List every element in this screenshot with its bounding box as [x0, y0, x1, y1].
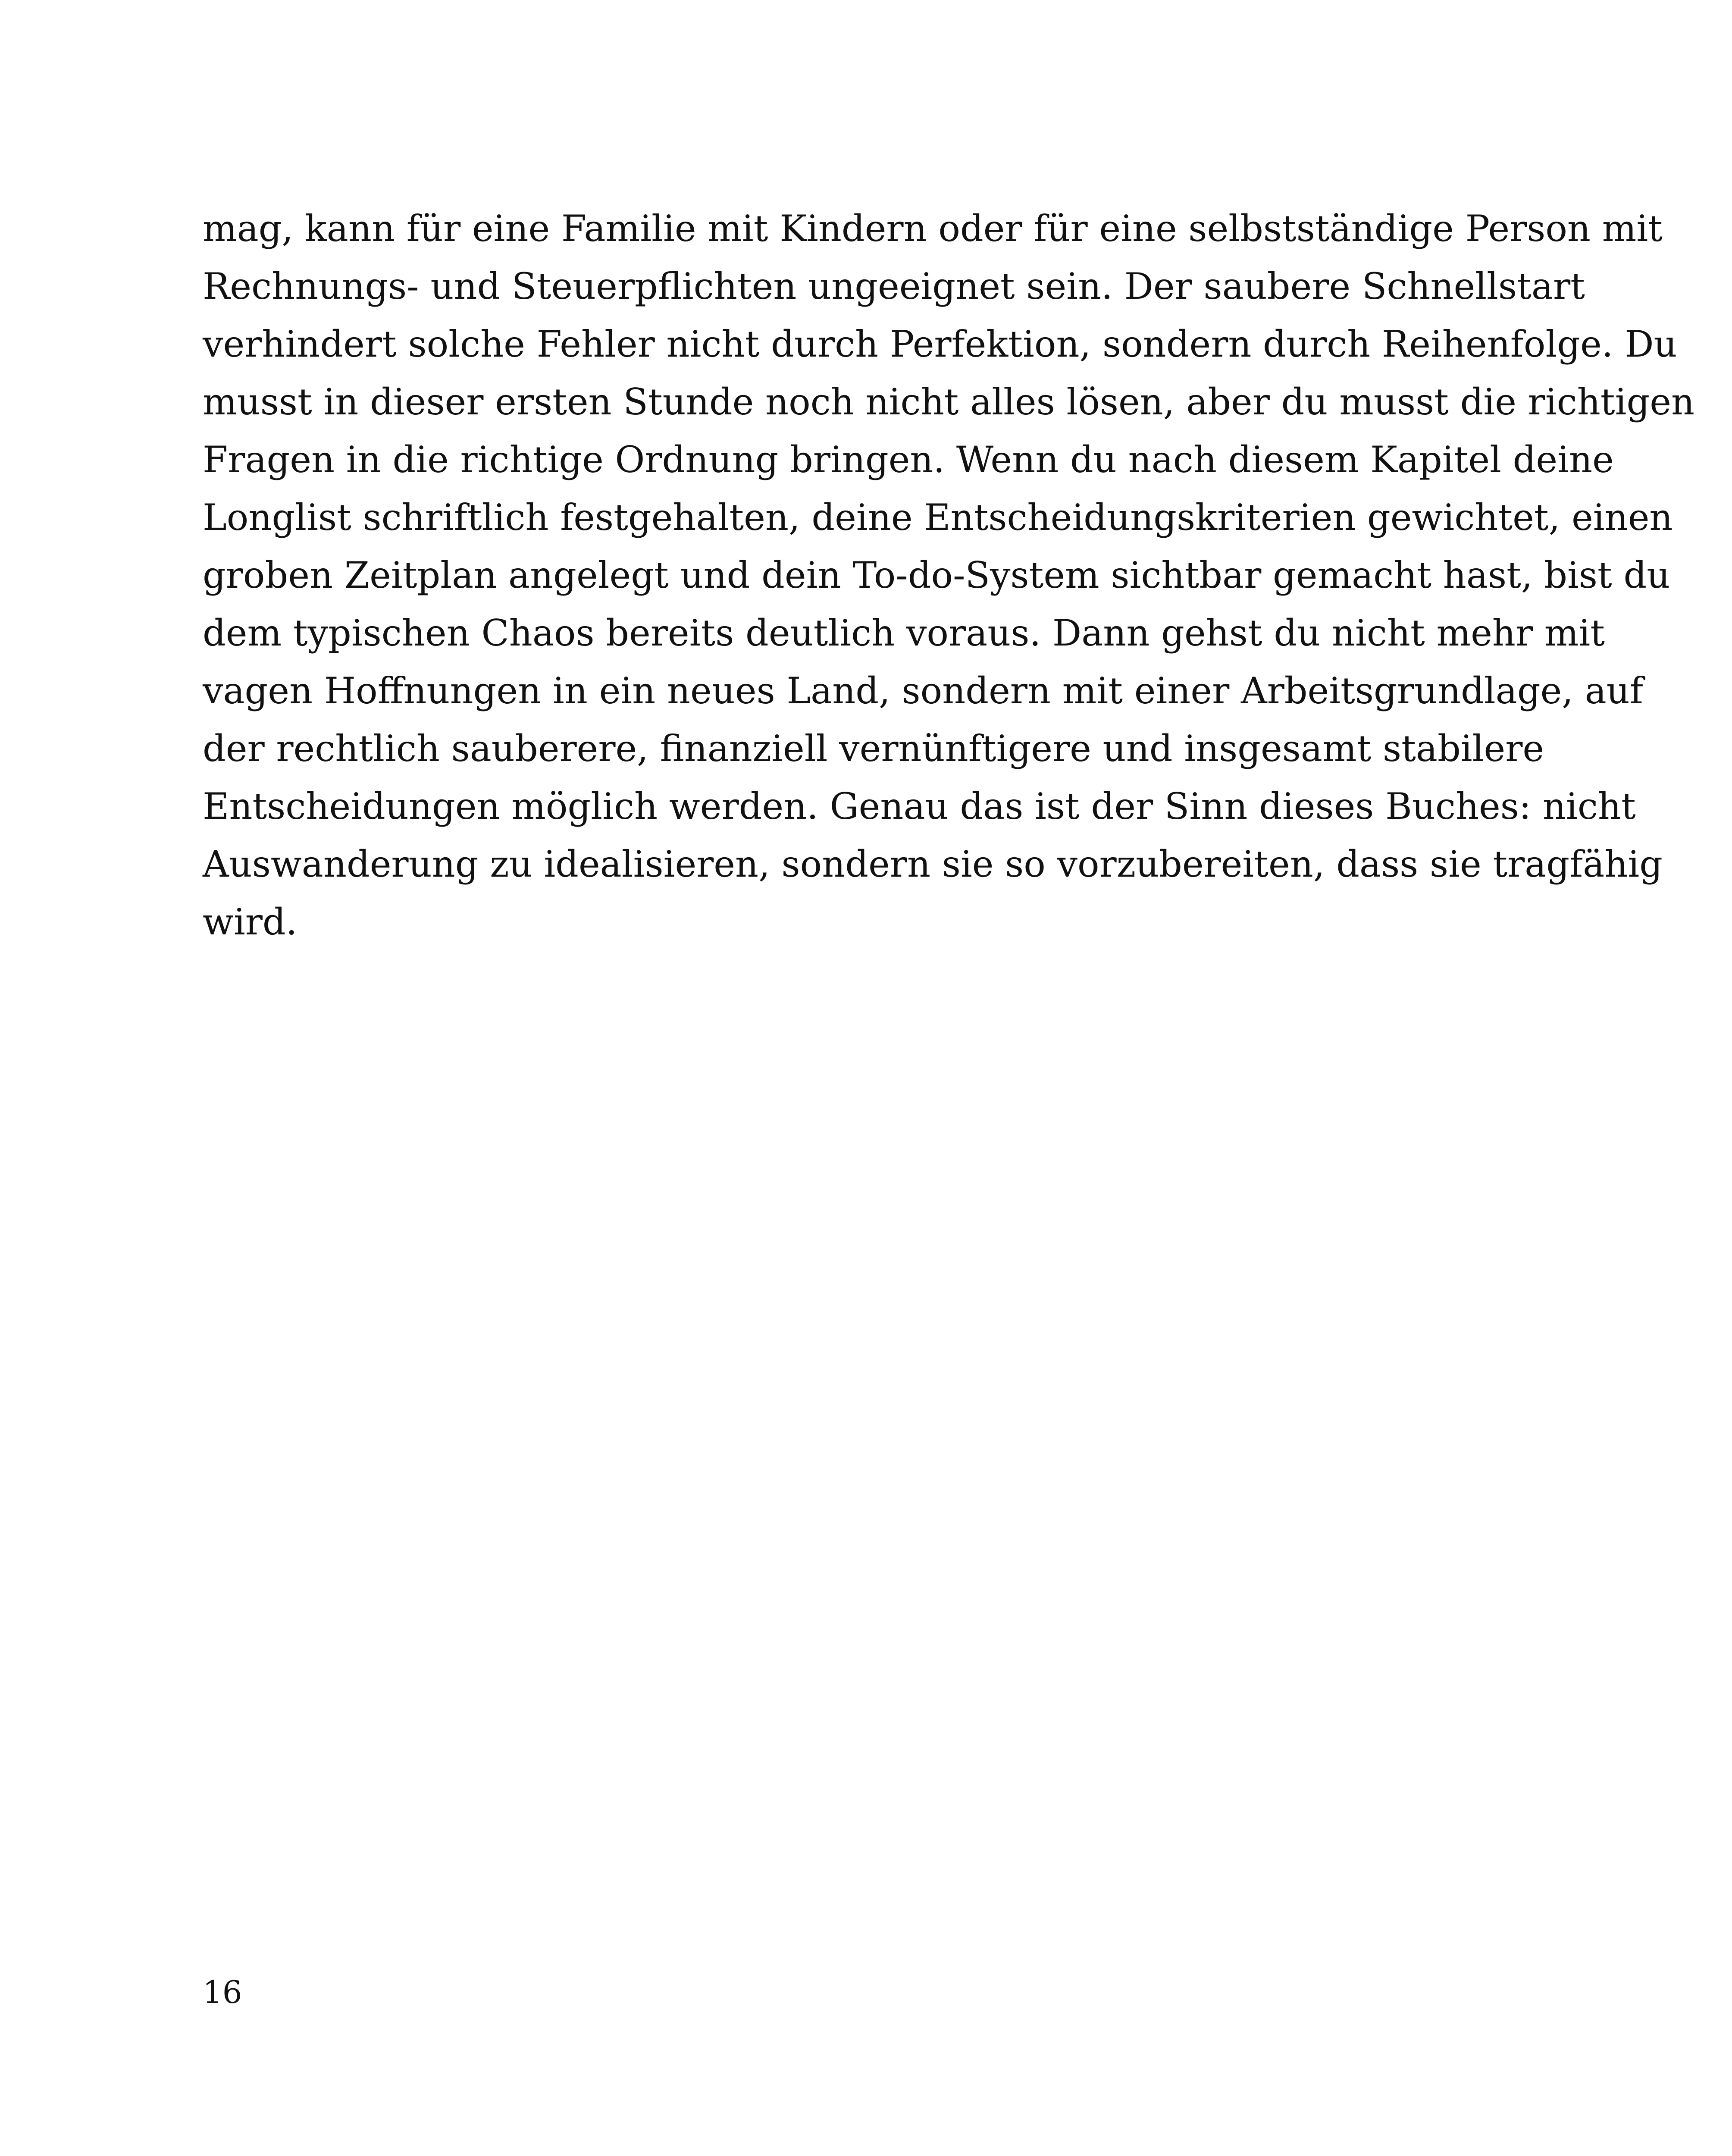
paragraph-line: groben Zeitplan angelegt und dein To-do-System sichtbar gemacht hast, bist du: [203, 554, 1670, 596]
paragraph-line: musst in dieser ersten Stunde noch nicht alles lösen, aber du musst die richtigen: [203, 381, 1695, 423]
paragraph-line: verhindert solche Fehler nicht durch Perfektion, sondern durch Reihenfolge. Du: [203, 323, 1677, 365]
paragraph-line: mag, kann für eine Familie mit Kindern oder für eine selbstständige Person mit: [203, 207, 1663, 250]
paragraph-line: Fragen in die richtige Ordnung bringen. Wenn du nach diesem Kapitel deine: [203, 439, 1614, 481]
body-paragraph: [203, 200, 1695, 951]
paragraph-line: der rechtlich sauberere, finanziell vernünftigere und insgesamt stabilere: [203, 727, 1544, 770]
paragraph-line: vagen Hoffnungen in ein neues Land, sondern mit einer Arbeitsgrundlage, auf: [203, 670, 1643, 712]
paragraph-line: wird.: [203, 901, 298, 943]
paragraph-line: dem typischen Chaos bereits deutlich voraus. Dann gehst du nicht mehr mit: [203, 612, 1605, 654]
paragraph-line: Auswanderung zu idealisieren, sondern sie so vorzubereiten, dass sie tragfähig: [203, 843, 1663, 885]
page-number: 16: [203, 1974, 242, 2010]
paragraph-line: Longlist schriftlich festgehalten, deine Entscheidungskriterien gewichtet, einen: [203, 496, 1673, 539]
paragraph-line: Rechnungs- und Steuerpflichten ungeeignet sein. Der saubere Schnellstart: [203, 265, 1585, 307]
paragraph-line: Entscheidungen möglich werden. Genau das ist der Sinn dieses Buches: nicht: [203, 785, 1636, 827]
